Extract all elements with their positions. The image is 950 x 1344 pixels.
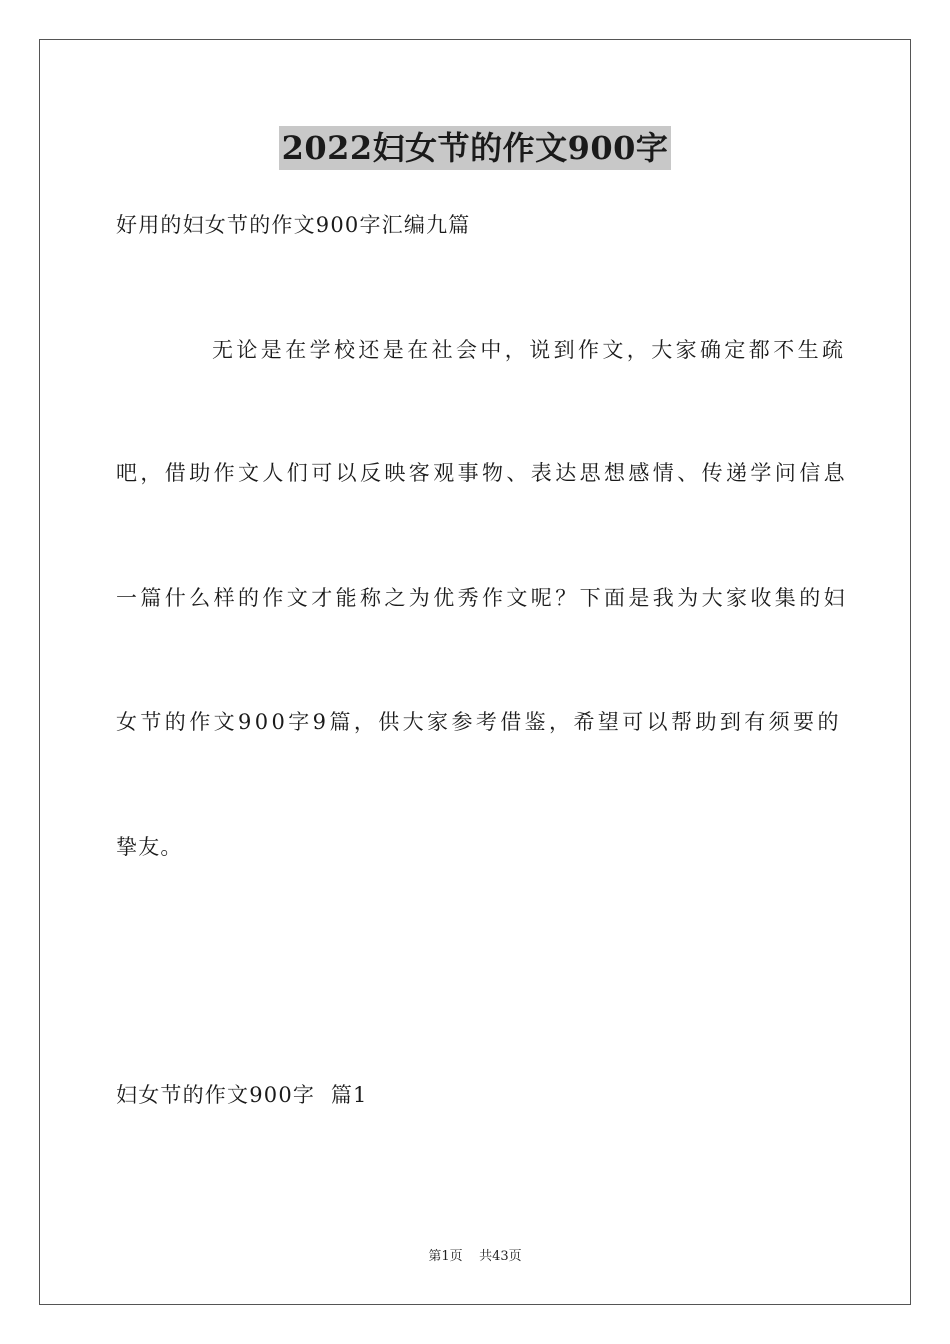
document-subtitle: 好用的妇女节的作文900字汇编九篇 bbox=[116, 213, 471, 237]
title-container bbox=[0, 126, 950, 170]
paragraph-line-1: 无论是在学校还是在社会中，说到作文，大家确定都不生疏 bbox=[212, 338, 847, 362]
page-footer bbox=[0, 1248, 950, 1266]
document-title: 2022妇女节的作文900字 bbox=[279, 126, 672, 170]
paragraph-line-2: 吧，借助作文人们可以反映客观事物、表达思想感情、传递学问信息 bbox=[116, 461, 848, 485]
paragraph-line-4: 女节的作文900字9篇，供大家参考借鉴，希望可以帮助到有须要的 bbox=[116, 710, 842, 734]
paragraph-line-3: 一篇什么样的作文才能称之为优秀作文呢？下面是我为大家收集的妇 bbox=[116, 586, 848, 610]
section-heading: 妇女节的作文900字 篇1 bbox=[116, 1083, 368, 1107]
page-number-label: 第1页 共43页 bbox=[428, 1249, 522, 1264]
paragraph-line-5: 挚友。 bbox=[116, 835, 183, 859]
